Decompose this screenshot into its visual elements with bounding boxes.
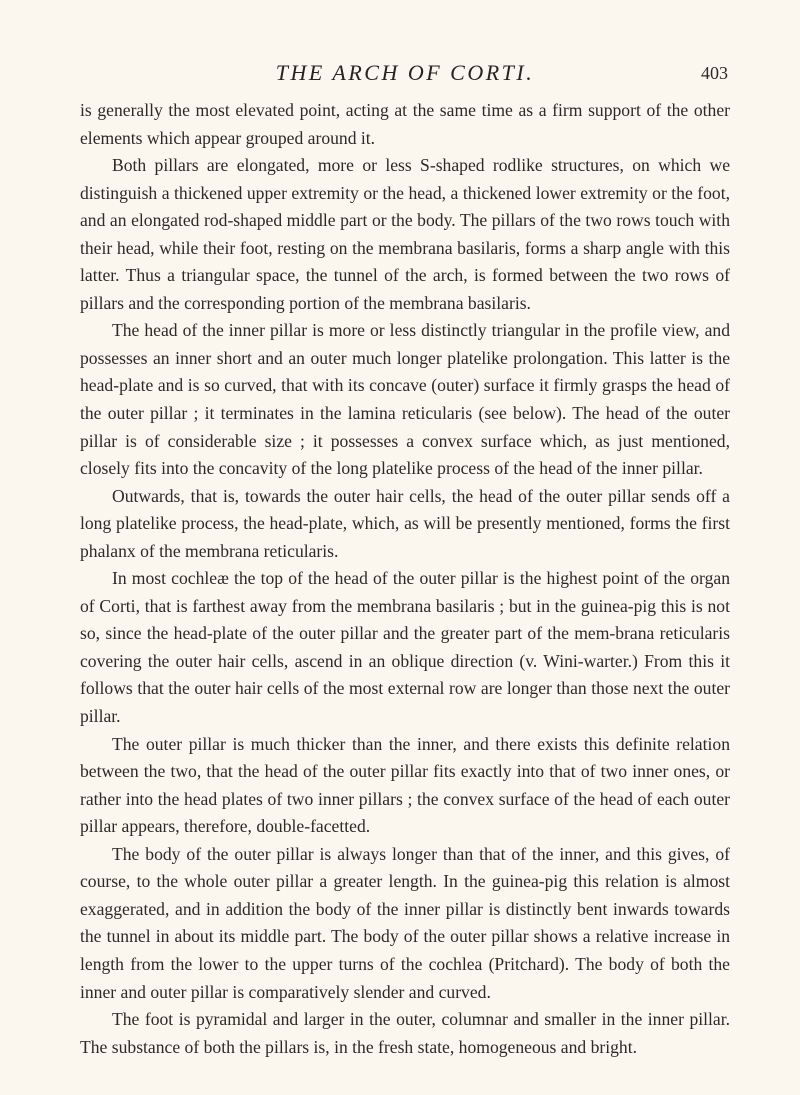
running-title: THE ARCH OF CORTI. (275, 60, 535, 85)
page-header (80, 60, 730, 90)
paragraph: The outer pillar is much thicker than the inner, and there exists this definite relation between the two, that the head of the outer pillar fits exactly into that of two inner ones, or rather into the head plates of two inner pillars ; the convex surface of the head of each outer pillar appears, therefore, double-facetted. (80, 733, 730, 837)
page-number: 403 (701, 63, 728, 83)
paragraph: The foot is pyramidal and larger in the outer, columnar and smaller in the inner pillar. The substance of both the pillars is, in the fresh state, homogeneous and bright. (80, 1009, 730, 1057)
body-text (80, 97, 730, 1061)
paragraph: is generally the most elevated point, acting at the same time as a firm support of the other elements which appear grouped around it. (80, 100, 730, 148)
paragraph: Both pillars are elongated, more or less S-shaped rodlike structures, on which we distinguish a thickened upper extremity or the head, a thickened lower extremity or the foot, and an elongated rod-shaped middle part or the body. The pillars of the two rows touch with their head, while their foot, resting on the membrana basilaris, forms a sharp angle with this latter. Thus a triangular space, the tunnel of the arch, is formed between the two rows of pillars and the corresponding portion of the membrana basilaris. (80, 155, 730, 313)
paragraph: The body of the outer pillar is always longer than that of the inner, and this gives, of course, to the whole outer pillar a greater length. In the guinea-pig this relation is almost exaggerated, and in addition the body of the inner pillar is distinctly bent inwards towards the tunnel in about its middle part. The body of the outer pillar shows a relative increase in length from the lower to the upper turns of the cochlea (Pritchard). The body of both the inner and outer pillar is comparatively slender and curved. (80, 843, 730, 1002)
paragraph: In most cochleæ the top of the head of the outer pillar is the highest point of the organ of Corti, that is farthest away from the membrana basilaris ; but in the guinea-pig this is not so, since the head-plate of the outer pillar and the greater part of the mem-brana reticularis covering the outer hair cells, ascend in an oblique direction (v. Wini-warter.) From this it follows that the outer hair cells of the most external row are longer than those next the outer pillar. (80, 568, 730, 727)
paragraph: Outwards, that is, towards the outer hair cells, the head of the outer pillar sends off a long platelike process, the head-plate, which, as will be presently mentioned, forms the first phalanx of the membrana reticularis. (80, 485, 730, 561)
paragraph: The head of the inner pillar is more or less distinctly triangular in the profile view, and possesses an inner short and an outer much longer platelike prolongation. This latter is the head-plate and is so curved, that with its concave (outer) surface it firmly grasps the head of the outer pillar ; it terminates in the lamina reticularis (see below). The head of the outer pillar is of considerable size ; it possesses a convex surface which, as just mentioned, closely fits into the concavity of the long platelike process of the head of the inner pillar. (80, 320, 730, 479)
